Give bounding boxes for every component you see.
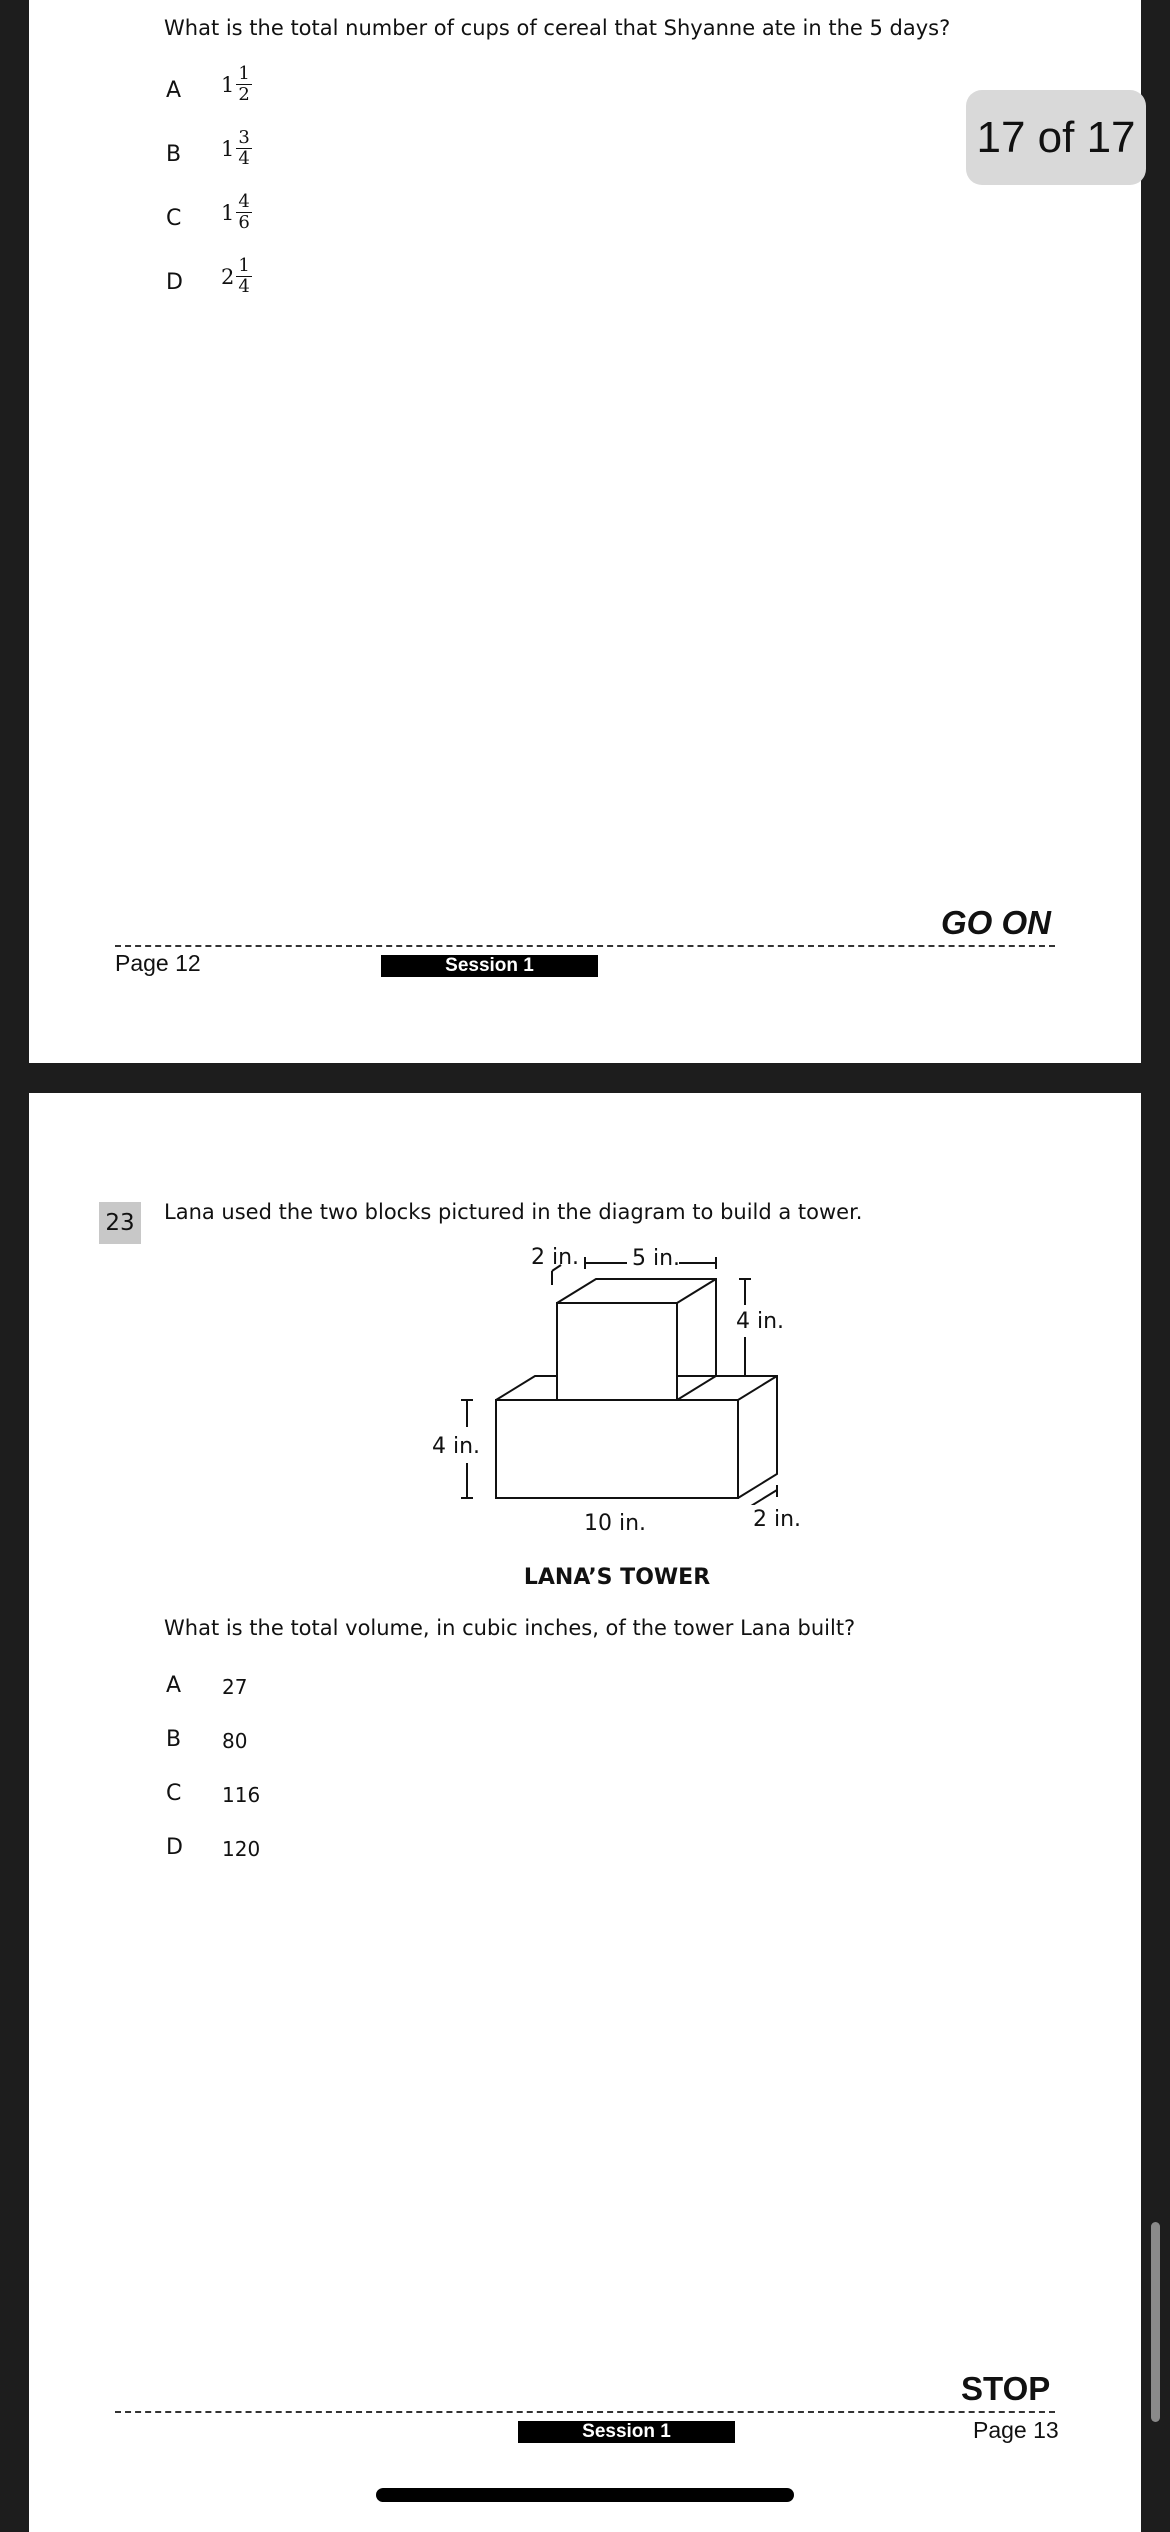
label-top-depth: 2 in. [531, 1245, 580, 1270]
session-label: Session 1 [381, 955, 598, 977]
home-indicator[interactable] [376, 2488, 794, 2502]
option-b-numerator: 3 [238, 127, 250, 148]
option-b-value[interactable] [221, 128, 252, 169]
option-d-fraction [236, 256, 251, 297]
option-a-value[interactable]: 27 [222, 1675, 248, 1699]
option-a-whole: 1 [221, 72, 235, 97]
label-top-width: 5 in. [632, 1246, 681, 1271]
option-d-value[interactable]: 120 [222, 1837, 261, 1861]
option-c-fraction [236, 192, 251, 233]
option-b-value[interactable]: 80 [222, 1729, 248, 1753]
question-text: What is the total volume, in cubic inches, of the tower Lana built? [164, 1616, 856, 1640]
page-number-label: Page 13 [973, 2417, 1059, 2443]
bottom-block-corner-edge [738, 1376, 777, 1400]
page-counter-badge: 17 of 17 [966, 90, 1146, 185]
stop-label: STOP [961, 2370, 1051, 2407]
option-c-value[interactable]: 116 [222, 1783, 261, 1807]
option-d-letter: D [166, 270, 183, 295]
option-d-value[interactable] [221, 256, 252, 297]
session-label: Session 1 [518, 2421, 735, 2443]
option-c-numerator: 4 [238, 191, 250, 212]
option-a-letter: A [166, 78, 182, 103]
tower-diagram [389, 1235, 869, 1505]
option-d-whole: 2 [221, 264, 235, 289]
option-b-denominator: 4 [238, 148, 250, 169]
footer-divider [115, 945, 1055, 947]
option-a-value[interactable] [221, 64, 252, 105]
option-d-letter: D [166, 1835, 183, 1860]
option-c-value[interactable] [221, 192, 252, 233]
option-b-letter: B [166, 142, 182, 167]
question-text: What is the total number of cups of cereal that Shyanne ate in the 5 days? [164, 16, 951, 40]
page-number-label: Page 12 [115, 950, 201, 976]
page-13 [29, 1093, 1141, 2532]
label-bottom-height: 4 in. [432, 1434, 481, 1459]
option-a-letter: A [166, 1673, 182, 1698]
option-d-numerator: 1 [238, 255, 250, 276]
bottom-block-front [496, 1400, 738, 1498]
option-b-letter: B [166, 1727, 182, 1752]
top-block-corner-edge [677, 1279, 716, 1303]
option-c-letter: C [166, 206, 182, 231]
option-a-fraction [236, 64, 251, 105]
footer-divider [115, 2411, 1055, 2413]
question-number-badge: 23 [99, 1202, 141, 1244]
option-c-denominator: 6 [238, 212, 250, 233]
option-a-denominator: 2 [238, 84, 250, 105]
option-c-whole: 1 [221, 200, 235, 225]
go-on-label: GO ON [941, 904, 1052, 941]
label-bottom-depth: 2 in. [753, 1507, 802, 1532]
label-bottom-width: 10 in. [584, 1511, 647, 1536]
label-top-height: 4 in. [736, 1309, 785, 1334]
option-c-letter: C [166, 1781, 182, 1806]
question-intro-text: Lana used the two blocks pictured in the diagram to build a tower. [164, 1200, 863, 1224]
top-block-front [557, 1303, 677, 1400]
option-b-whole: 1 [221, 136, 235, 161]
scrollbar-thumb[interactable] [1151, 2222, 1160, 2422]
option-a-numerator: 1 [238, 63, 250, 84]
diagram-caption: LANA’S TOWER [523, 1565, 711, 1590]
option-d-denominator: 4 [238, 276, 250, 297]
option-b-fraction [236, 128, 251, 169]
